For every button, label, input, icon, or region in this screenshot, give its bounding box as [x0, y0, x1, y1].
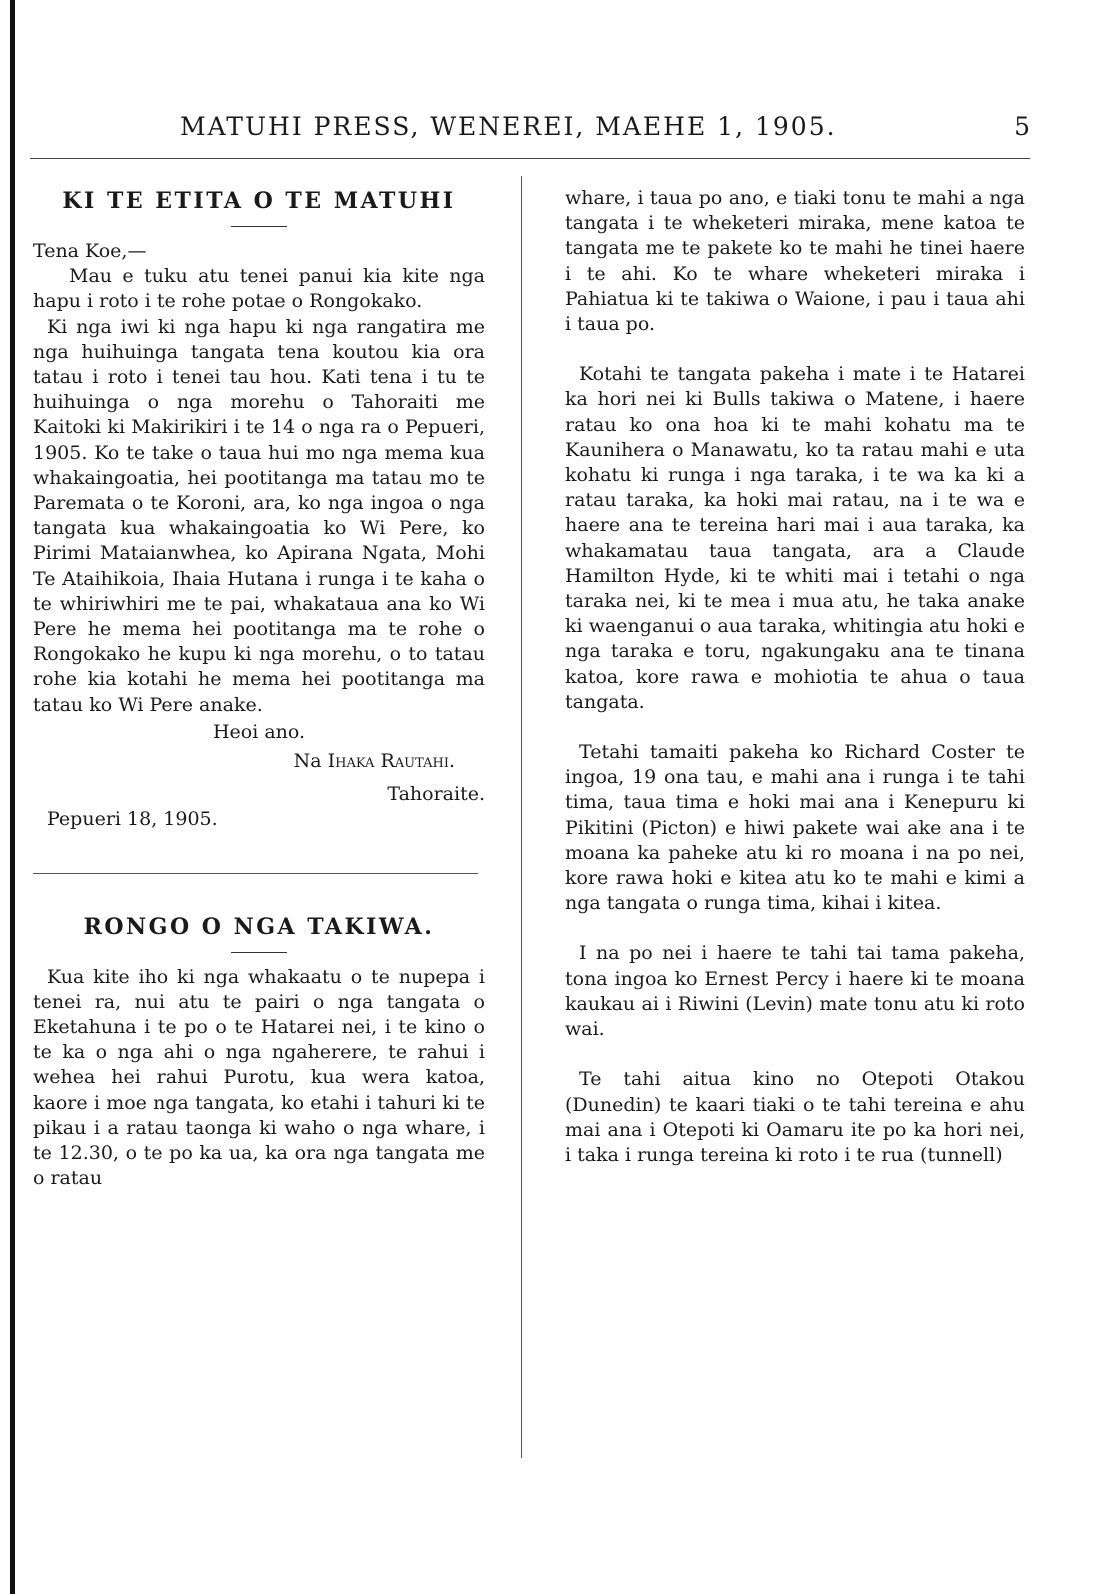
- binding-edge: [10, 0, 15, 1594]
- news-paragraph: I na po nei i haere te tahi tai tama pakeha, tona ingoa ko Ernest Percy i haere ki te moana kaukau ai i Riwini (Levin) mate tonu atu ki roto wai.: [565, 942, 1025, 1041]
- news-paragraph: Kua kite iho ki nga whakaatu o te nupepa i tenei ra, nui atu te pairi o nga tangata o Eketahuna i te po o te Hatarei nei, i te kino o te ka o nga ahi o nga ngaherere, te rahui i wehea hei rahui Purotu, kua wera katoa, kaore i moe nga tangata, ko etahi i tahuri ki te pikau i a ratau taonga ki waho o nga whare, i te 12.30, o te po ka ua, ka ora nga tangata me o ratau: [33, 965, 485, 1190]
- title-rule: [231, 226, 287, 227]
- letter-paragraph: Mau e tuku atu tenei panui kia kite nga hapu i roto i te rohe potae o Rongokako.: [33, 265, 485, 313]
- news-paragraph: Tetahi tamaiti pakeha ko Richard Coster te ingoa, 19 ona tau, e mahi ana i runga i te tahi tima, taua tima e hoki mai ana i Kenepuru ki Pikitini (Picton) e hiwi pakete wai ake ana i te moana ka paheke atu ki ro moana i na po nei, kore rawa hoki e kitea atu ko te mahi e kimi a nga tangata o runga tima, kihai i kitea.: [565, 741, 1025, 915]
- news-paragraph: Kotahi te tangata pakeha i mate i te Hatarei ka hori nei ki Bulls takiwa o Matene, i haere ratau ko ona hoa ki te mahi kohatu ma te Kaunihera o Manawatu, ko ta ratau mahi e uta kohatu ki runga i nga taraka, i te wa ka ki a ratau taraka, ka hoki mai ratau, na i te wa e haere ana te tereina hari mai i aua taraka, ka whakamatau taua tangata, ara a Claude Hamilton Hyde, ki te whiti mai i tetahi o nga taraka nei, ki te mea i mua atu, he taka anake ki waenganui o aua taraka, whitingia atu hoki e nga taraka e toru, ngakungaku ana te tinana katoa, kore rawa e mohiotia te ahua o taua tangata.: [565, 363, 1025, 713]
- running-title: MATUHI PRESS, WENEREI, MAEHE 1, 1905.: [180, 112, 837, 141]
- letter-closing: Heoi ano.: [212, 720, 306, 743]
- header-rule: [30, 158, 1030, 159]
- page-number: 5: [1014, 112, 1030, 141]
- letter-salutation: Tena Koe,—: [33, 240, 147, 262]
- letter-paragraph: Ki nga iwi ki nga hapu ki nga rangatira me nga huihuinga tangata tena koutou kia ora tatau i roto i tenei tau hou. Kati tena i tu te huihuinga o nga morehu o Tahoraiti me Kaitoki ki Makirikiri i te 14 o nga ra o Pepueri, 1905. Ko te take o taua hui mo nga mema kua whakaingoatia, hei pootitanga ma tatau mo te Paremata o te Koroni, ara, ko nga ingoa o nga tangata kua whakaingoatia ko Wi Pere, ko Pirimi Mataianwhea, ko Apirana Ngata, Mohi Te Ataihikoia, Ihaia Hutana i runga i te kaha o te whiriwhiri me te pai, whakataua ana ko Wi Pere he mema hei pootitanga ma te rohe o Rongokako he kupu ki nga morehu, o to tatau rohe kia kotahi he mema hei pootitanga ma tatau ko Wi Pere anake.: [33, 315, 485, 716]
- news-paragraph: Te tahi aitua kino no Otepoti Otakou (Dunedin) te kaari tiaki o te tahi tereina e ahu mai ana i Otepoti ki Oamaru ite po ka hori nei, i taka i runga tereina ki roto i te rua (tunnell): [565, 1068, 1025, 1166]
- section-divider: [33, 873, 478, 874]
- left-column: [33, 186, 485, 1192]
- title-rule: [231, 952, 287, 953]
- letter-signature: [33, 749, 485, 774]
- letter-title: KI TE ETITA O TE MATUHI: [62, 188, 456, 214]
- running-header: [30, 112, 1030, 148]
- right-column: [565, 186, 1025, 1168]
- letter-place: Tahoraite.: [387, 783, 485, 806]
- news-title: RONGO O NGA TAKIWA.: [83, 913, 435, 940]
- signature-name: Ihaka Rautahi.: [327, 750, 455, 773]
- news-paragraph: whare, i taua po ano, e tiaki tonu te mahi a nga tangata i te wheketeri miraka, mene katoa te tangata me te pakete ko te mahi he tinei haere i te ahi. Ko te whare wheketeri miraka i Pahiatua ki te takiwa o Waione, i pau i taua ahi i taua po.: [565, 187, 1025, 336]
- signature-prefix: Na: [293, 750, 322, 773]
- letter-date: Pepueri 18, 1905.: [47, 808, 218, 831]
- column-divider: [521, 176, 522, 1458]
